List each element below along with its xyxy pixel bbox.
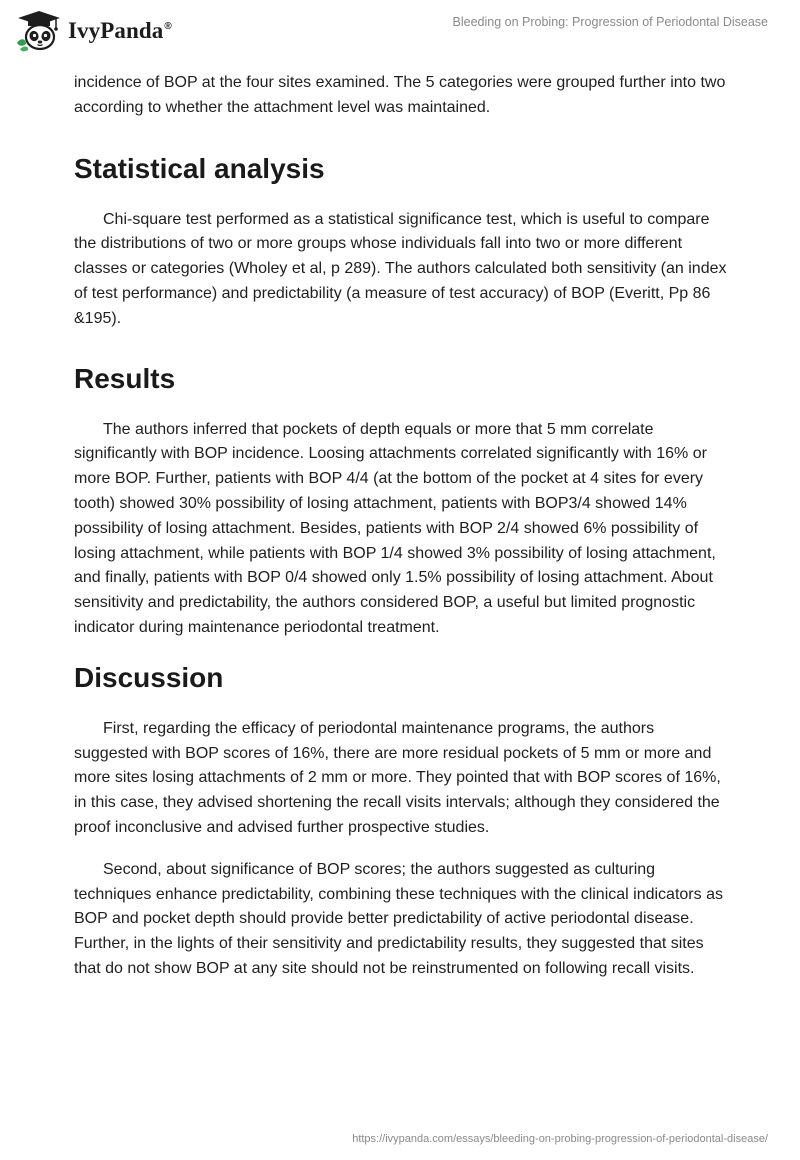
essay-body — [74, 71, 730, 982]
statistical-analysis-paragraph: Chi-square test performed as a statistical significance test, which is useful to compare the distributions of two or more groups whose individuals fall into two or more different classes or categories (Wholey et al, p 289). The authors calculated both sensitivity (an index of test performance) and predictability (a measure of test accuracy) of BOP (Everitt, Pp 86 &195). — [74, 210, 727, 327]
discussion-paragraph-1: First, regarding the efficacy of periodontal maintenance programs, the authors suggested with BOP scores of 16%, there are more residual pockets of 5 mm or more and more sites losing attachments of 2 mm or more. They pointed that with BOP scores of 16%, in this case, they advised shortening the recall visits intervals; although they considered the proof inconclusive and advised further prospective studies. — [74, 719, 721, 836]
ivypanda-logo[interactable] — [14, 8, 172, 54]
results-paragraph: The authors inferred that pockets of depth equals or more that 5 mm correlate significantly with BOP incidence. Loosing attachments correlated significantly with 16% or more BOP. Further, patients with BOP 4/4 (at the bottom of the pocket at 4 sites for every tooth) showed 30% possibility of losing attachment, patients with BOP3/4 showed 14% possibility of losing attachment. Besides, patients with BOP 2/4 showed 6% possibility of losing attachment, while patients with BOP 1/4 showed 3% possibility of losing attachment, and finally, patients with BOP 0/4 showed only 1.5% possibility of losing attachment. About sensitivity and predictability, the authors considered BOP, a useful but limited prognostic indicator during maintenance periodontal treatment. — [74, 420, 716, 636]
source-url[interactable]: https://ivypanda.com/essays/bleeding-on-probing-progression-of-periodontal-disease/ — [352, 1133, 768, 1145]
running-title: Bleeding on Probing: Progression of Periodontal Disease — [452, 15, 768, 29]
panda-graduate-icon — [14, 9, 64, 53]
discussion-paragraph-2: Second, about significance of BOP scores; the authors suggested as culturing techniques enhance predictability, combining these techniques with the clinical indicators as BOP and pocket depth should provide better predictability of active periodontal disease. Further, in the lights of their sensitivity and predictability results, they suggested that sites that do not show BOP at any site should not be reinstrumented on following recall visits. — [74, 860, 723, 977]
section-heading-discussion: Discussion — [74, 661, 224, 693]
section-heading-statistical-analysis: Statistical analysis — [74, 152, 325, 184]
logo-wordmark: IvyPanda® — [68, 18, 172, 43]
intro-paragraph: incidence of BOP at the four sites examined. The 5 categories were grouped further into two according to whether the attachment level was maintained. — [74, 74, 726, 116]
page-header — [0, 0, 800, 56]
section-heading-results: Results — [74, 362, 176, 394]
